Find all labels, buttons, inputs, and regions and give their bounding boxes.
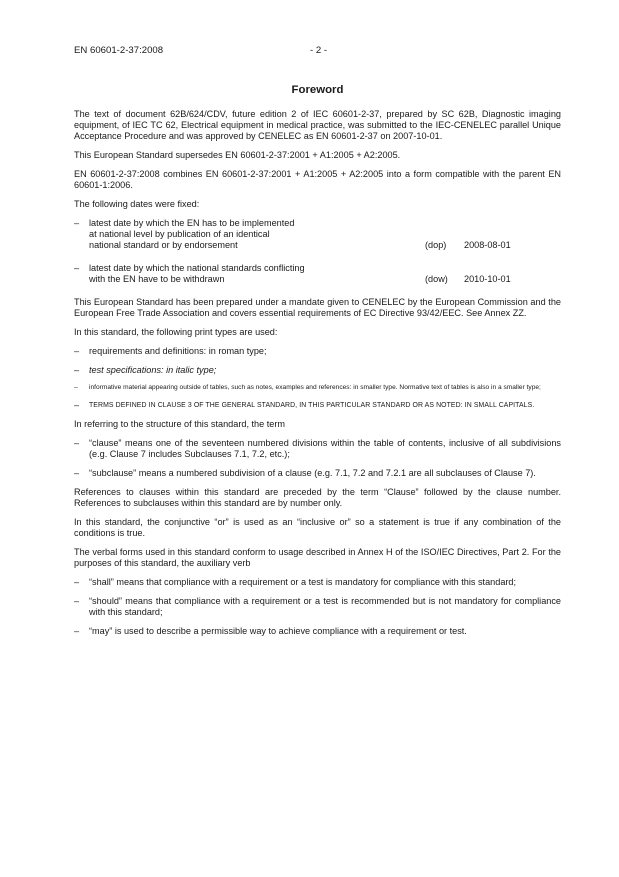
list-dash: – bbox=[74, 438, 80, 448]
verb-item-text: “shall” means that compliance with a requirement or a test is mandatory for compliance with this standard; bbox=[89, 577, 517, 587]
structure-item-text: “subclause” means a numbered subdivision of a clause (e.g. 7.1, 7.2 and 7.2.1 are all subclauses of Clause 7). bbox=[89, 468, 536, 478]
date-code: (dop) bbox=[425, 240, 447, 250]
print-type-text: test specifications: in italic type; bbox=[89, 365, 217, 375]
page-number: - 2 - bbox=[310, 45, 328, 56]
page-header bbox=[74, 45, 559, 59]
structure-item-clause bbox=[74, 438, 561, 460]
verb-item-shall bbox=[74, 577, 561, 588]
print-type-text: informative material appearing outside of tables, such as notes, examples and references: in smaller type. Normative text of tables is also in a smaller type; bbox=[89, 384, 541, 391]
date-value: 2008-08-01 bbox=[464, 240, 511, 250]
date-description bbox=[89, 263, 349, 285]
structure-item-subclause bbox=[74, 468, 561, 479]
date-code: (dow) bbox=[425, 274, 448, 284]
references-paragraph: References to clauses within this standard are preceded by the term “Clause” followed by the clause number. References to subclauses within this standard are by number only. bbox=[74, 487, 561, 508]
date-description-line: latest date by which the national standards conflicting bbox=[89, 263, 305, 273]
date-description bbox=[89, 218, 349, 251]
print-type-text: requirements and definitions: in roman type; bbox=[89, 346, 267, 356]
list-dash: – bbox=[74, 596, 80, 606]
date-description-line: national standard or by endorsement bbox=[89, 240, 238, 250]
date-item-dow bbox=[74, 263, 561, 285]
print-type-roman bbox=[74, 346, 561, 357]
list-dash: – bbox=[74, 577, 80, 587]
date-description-line: with the EN have to be withdrawn bbox=[89, 274, 225, 284]
list-dash: – bbox=[74, 365, 80, 375]
supersedes-paragraph: This European Standard supersedes EN 60601-2-37:2001 + A1:2005 + A2:2005. bbox=[74, 150, 401, 160]
verb-item-should bbox=[74, 596, 561, 618]
verb-item-text: “should” means that compliance with a requirement or a test is recommended but is not mandatory for compliance with this standard; bbox=[89, 596, 561, 617]
verb-item-may bbox=[74, 626, 561, 637]
print-type-small bbox=[74, 384, 561, 392]
document-id: EN 60601-2-37:2008 bbox=[74, 45, 164, 56]
print-type-small-caps bbox=[74, 400, 561, 411]
intro-paragraph: The text of document 62B/624/CDV, future edition 2 of IEC 60601-2-37, prepared by SC 62B, Diagnostic imaging equipment, of IEC TC 62, Electrical equipment in medical practice, was submitted to the IEC-CENELEC parallel Unique Acceptance Procedure and was approved by CENELEC as EN 60601-2-37 on 2007-10-01. bbox=[74, 109, 561, 141]
list-dash: – bbox=[74, 468, 80, 478]
print-types-intro: In this standard, the following print types are used: bbox=[74, 327, 278, 337]
structure-intro: In referring to the structure of this standard, the term bbox=[74, 419, 285, 429]
list-dash: – bbox=[74, 400, 80, 410]
conjunctive-paragraph: In this standard, the conjunctive “or” is used as an “inclusive or” so a statement is true if any combination of the conditions is true. bbox=[74, 517, 561, 538]
date-item-dop bbox=[74, 218, 561, 251]
date-description-line: latest date by which the EN has to be implemented bbox=[89, 218, 295, 228]
date-description-line: at national level by publication of an identical bbox=[89, 229, 270, 239]
list-dash: – bbox=[74, 218, 80, 228]
mandate-paragraph: This European Standard has been prepared under a mandate given to CENELEC by the European Commission and the European Free Trade Association and covers essential requirements of EC Directive 93/42/EEC. See Annex ZZ. bbox=[74, 297, 561, 318]
page-content bbox=[74, 84, 561, 645]
section-title: Foreword bbox=[291, 84, 344, 96]
date-value: 2010-10-01 bbox=[464, 274, 511, 284]
structure-item-text: “clause” means one of the seventeen numbered divisions within the table of contents, inclusive of all subdivisions (e.g. Clause 7 includes Subclauses 7.1, 7.2, etc.); bbox=[89, 438, 561, 459]
list-dash: – bbox=[74, 346, 80, 356]
print-type-text: TERMS DEFINED IN CLAUSE 3 OF THE GENERAL STANDARD, IN THIS PARTICULAR STANDARD OR AS NOTED: IN SMALL CAPITALS. bbox=[89, 402, 535, 409]
combines-paragraph: EN 60601-2-37:2008 combines EN 60601-2-37:2001 + A1:2005 + A2:2005 into a form compatible with the parent EN 60601-1:2006. bbox=[74, 169, 561, 190]
print-type-italic bbox=[74, 365, 561, 376]
verbal-forms-paragraph: The verbal forms used in this standard conform to usage described in Annex H of the ISO/IEC Directives, Part 2. For the purposes of this standard, the auxiliary verb bbox=[74, 547, 561, 568]
verb-item-text: “may” is used to describe a permissible way to achieve compliance with a requirement or test. bbox=[89, 626, 467, 636]
list-dash: – bbox=[74, 384, 78, 391]
dates-intro: The following dates were fixed: bbox=[74, 199, 200, 209]
list-dash: – bbox=[74, 263, 80, 273]
list-dash: – bbox=[74, 626, 80, 636]
